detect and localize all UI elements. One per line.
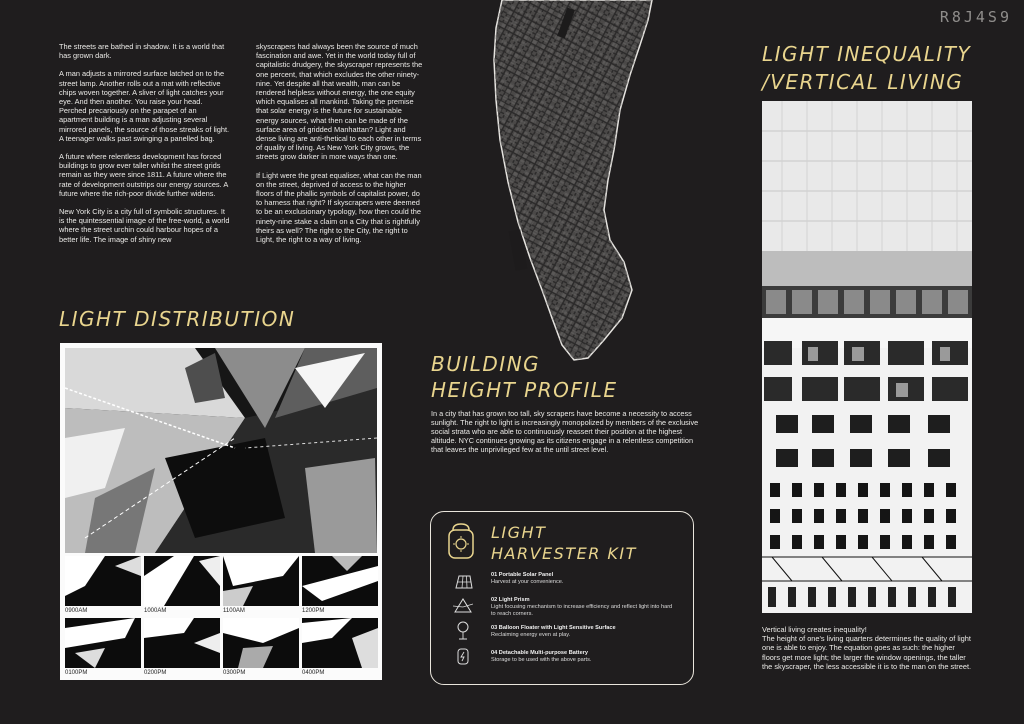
kit-item-desc: Light focusing mechanism to increase efficiency and reflect light into hard to reach corners. xyxy=(491,604,673,617)
time-label: 0100PM xyxy=(65,670,88,676)
vertical-living-text xyxy=(762,625,974,671)
sun-thumb xyxy=(144,618,220,668)
intro-paragraph: If Light were the great equaliser, what can the man on the street, deprived of access to the higher floors of the phallic symbols of capitalist power, do to harness that right? If skyscrapers were deemed to be an exclusionary typology, how then could the ninety-nine stake a claim on a City that is rightfully theirs as well? The right to the City, the right to Light, the right to a way of living. xyxy=(256,170,422,245)
vertical-body: The height of one's living quarters determines the quality of light one is able to enjoy. The equation goes as such: the higher floors get more light; the larger the window openings, the taller the skyscraper, the less accessible it is to the man on the street. xyxy=(762,634,972,671)
battery-icon xyxy=(453,646,473,666)
light-harvester-kit-box xyxy=(430,511,694,685)
kit-title-line2: HARVESTER KIT xyxy=(491,544,637,563)
sun-thumb xyxy=(144,556,220,606)
intro-column-1 xyxy=(59,42,231,253)
solar-panel-icon xyxy=(453,572,473,592)
light-distribution-panel xyxy=(60,343,382,680)
time-label: 1000AM xyxy=(144,608,167,614)
manhattan-map xyxy=(492,0,667,362)
kit-item-name: 02 Light Prism xyxy=(491,597,530,603)
vertical-lead: Vertical living creates inequality! xyxy=(762,625,867,634)
sun-thumb xyxy=(65,556,141,606)
time-label: 0400PM xyxy=(302,670,325,676)
intro-paragraph: skyscrapers had always been the source of much fascination and awe. Yet in the world today full of capitalistic drudgery, the skyscraper represents the one percent, that which excludes the other ninety-nine. Yet despite all that wealth, man can be rendered helpless without energy, the one equity which equalises all mankind. Taking the premise that solar energy is the future for sustainable energy sources, what then can be made of the surface area of gridded Manhattan? Light and dense living are anti-thetical to each other in terms of quality of living. As New York City grows, the streets grow darker in more ways than one. xyxy=(256,42,423,162)
kit-item xyxy=(491,572,563,586)
building-facade-elevation xyxy=(762,101,972,613)
building-height-text: In a city that has grown too tall, sky scrapers have become a necessity to access sunlight. The right to light is increasingly monopolized by members of the exclusive social strata who are able to continuously reassert their position at the highest altitude. NYC continues growing as its citizens engage in a relentless competition that leaves the unprivileged few at the until street level. xyxy=(431,409,699,455)
intro-column-2 xyxy=(256,42,426,253)
kit-item-name: 03 Balloon Floater with Light Sensitive Surface xyxy=(491,625,616,631)
sun-thumb xyxy=(65,618,141,668)
kit-item xyxy=(491,650,591,664)
kit-item xyxy=(491,597,676,618)
sun-study-render xyxy=(65,348,377,553)
sun-thumb xyxy=(223,618,299,668)
kit-item-name: 04 Detachable Multi-purpose Battery xyxy=(491,650,588,656)
time-label: 1100AM xyxy=(223,608,245,614)
sun-thumb xyxy=(302,556,378,606)
time-label: 0300PM xyxy=(223,670,246,676)
building-height-title-line2: HEIGHT PROFILE xyxy=(431,378,618,402)
kit-item-desc: Harvest at your convenience. xyxy=(491,579,564,585)
vertical-title-line2: /VERTICAL LIVING xyxy=(762,70,964,94)
intro-paragraph: A man adjusts a mirrored surface latched on to the street lamp. Another rolls out a mat with reflective chips woven together. A sliver of light catches your eye. And then another. You raise your head. Perched precariously on the parapet of an apartment building is a man adjusting several mirrored panels, the source of those streaks of light. A teenager walks past swinging a panelled bag. xyxy=(59,69,230,143)
building-height-title-line1: BUILDING xyxy=(431,352,541,376)
vertical-title-line1: LIGHT INEQUALITY xyxy=(762,42,972,66)
intro-paragraph: A future where relentless development has forced buildings to grow ever taller whilst the street grids remain as they were since 1811. A future where the rate of development outstrips our energy sources. A future where the rich-poor divide further widens. xyxy=(59,152,228,198)
kit-item-desc: Storage to be used with the above parts. xyxy=(491,657,592,663)
kit-title-line1: LIGHT xyxy=(491,523,547,542)
sun-thumb xyxy=(223,556,299,606)
prism-icon xyxy=(453,596,473,616)
kit-item-name: 01 Portable Solar Panel xyxy=(491,572,554,578)
time-label: 0900AM xyxy=(65,608,88,614)
balloon-icon xyxy=(453,620,473,640)
intro-paragraph: New York City is a city full of symbolic structures. It is the quintessential image of the free-world, a world where the street urchin could harbour hopes of a better life. The image of shiny new xyxy=(59,207,230,244)
kit-item xyxy=(491,625,616,639)
light-distribution-title: LIGHT DISTRIBUTION xyxy=(59,307,296,331)
backpack-icon xyxy=(445,522,477,560)
kit-item-desc: Reclaiming energy even at play. xyxy=(491,632,571,638)
intro-paragraph: The streets are bathed in shadow. It is a world that has grown dark. xyxy=(59,42,225,61)
time-label: 0200PM xyxy=(144,670,167,676)
sun-thumb xyxy=(302,618,378,668)
board-code: R8J4S9 xyxy=(939,8,1012,26)
time-label: 1200PM xyxy=(302,608,325,614)
